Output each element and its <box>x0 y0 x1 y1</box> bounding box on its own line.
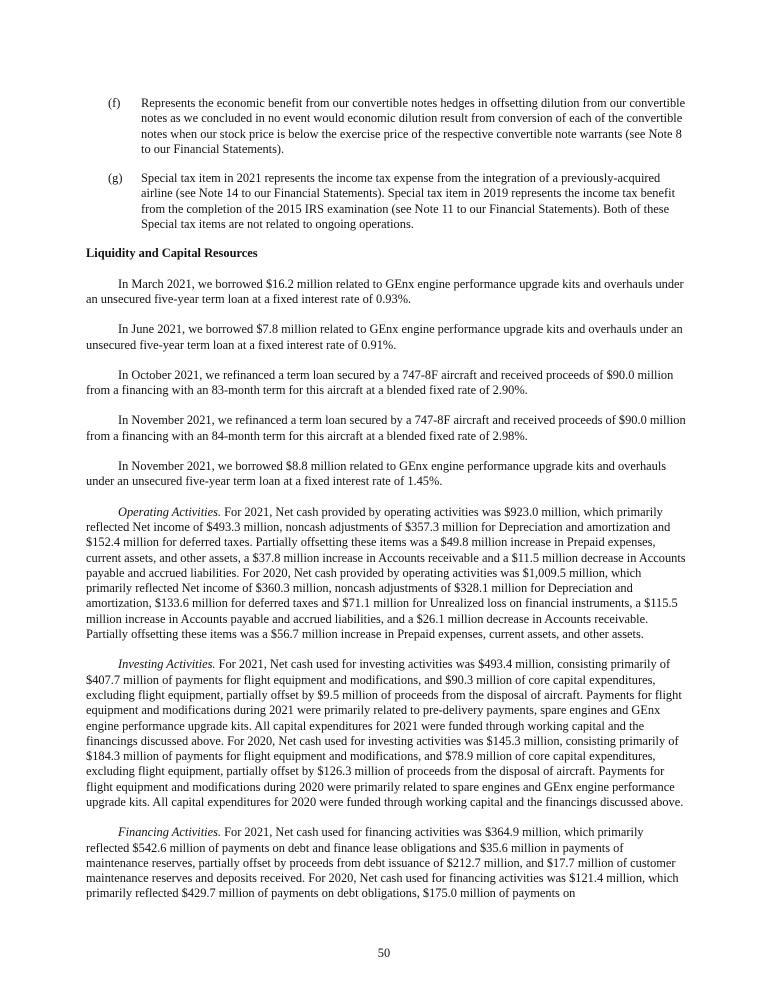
financing-activities-lead: Financing Activities. <box>118 825 222 840</box>
paragraph-november-refinance: In November 2021, we refinanced a term loan secured by a 747-8F aircraft and received proceeds of $90.0 million from a financing with an 84-month term for this aircraft at a blended fixed rate of 2.98%. <box>86 413 686 443</box>
paragraph-june-borrowing: In June 2021, we borrowed $7.8 million related to GEnx engine performance upgrade kits and overhauls under an unsecured five-year term loan at a fixed interest rate of 0.91%. <box>86 322 683 352</box>
financing-activities-text: For 2021, Net cash used for financing activities was $364.9 million, which primarily reflected $542.6 million of payments on debt and finance lease obligations and $35.6 million in payments of maintenance reserves, partially offset by proceeds from debt issuance of $212.7 million, and $17.7 million of customer maintenance reserves and deposits received. For 2020, Net cash used for financing activities was $121.4 million, which primarily reflected $429.7 million of payments on debt obligations, $175.0 million of payments on <box>86 825 679 901</box>
page-number: 50 <box>377 946 391 960</box>
paragraph-october-refinance: In October 2021, we refinanced a term loan secured by a 747-8F aircraft and received proceeds of $90.0 million from a financing with an 83-month term for this aircraft at a blended fixed rate of 2.90%. <box>86 367 674 398</box>
footnote-g <box>86 171 686 232</box>
paragraph-financing-activities <box>86 825 686 901</box>
paragraph-november-borrowing: In November 2021, we borrowed $8.8 million related to GEnx engine performance upgrade kits and overhauls under an unsecured five-year term loan at a fixed interest rate of 1.45%. <box>86 459 667 489</box>
operating-activities-text: For 2021, Net cash provided by operating activities was $923.0 million, which primarily reflected Net income of $493.3 million, noncash adjustments of $357.3 million for Depreciation and amortization and $152.4 million for deferred taxes. Partially offsetting these items was a $49.8 million increase in Prepaid expenses, current assets, and other assets, a $37.8 million increase in Accounts receivable and a $11.5 million decrease in Accounts payable and accrued liabilities. For 2020, Net cash provided by operating activities was $1,009.5 million, which primarily reflected Net income of $360.3 million, noncash adjustments of $328.1 million for Depreciation and amortization, $133.6 million for deferred taxes and $71.1 million for Unrealized loss on financial instruments, a $115.5 million increase in Accounts payable and accrued liabilities, and a $26.1 million decrease in Accounts receivable. Partially offsetting these items was a $56.7 million increase in Prepaid expenses, current assets, and other assets. <box>86 504 686 642</box>
investing-activities-text: For 2021, Net cash used for investing activities was $493.4 million, consisting primarily of $407.7 million of payments for flight equipment and modifications, and $90.3 million of core capital expenditures, excluding flight equipment, partially offset by $9.5 million of proceeds from the disposal of aircraft. Payments for flight equipment and modifications during 2021 were primarily related to pre-delivery payments, spare engines and GEnx engine performance upgrade kits. All capital expenditures for 2021 were funded through working capital and the financings discussed above. For 2020, Net cash used for investing activities was $145.3 million, consisting primarily of $184.3 million of payments for flight equipment and modifications, and $78.9 million of core capital expenditures, excluding flight equipment, partially offset by $126.3 million of proceeds from the disposal of aircraft. Payments for flight equipment and modifications during 2020 were primarily related to spare engines and GEnx engine performance upgrade kits. All capital expenditures for 2020 were funded through working capital and the financings discussed above. <box>86 657 684 809</box>
footnote-marker: (g) <box>108 171 123 186</box>
footnote-f <box>86 96 686 157</box>
footnote-text: Special tax item in 2021 represents the income tax expense from the integration of a previously-acquired airline (see Note 14 to our Financial Statements). Special tax item in 2019 represents the income tax benefit from the completion of the 2015 IRS examination (see Note 11 to our Financial Statements). Both of these Special tax items are not related to ongoing operations. <box>141 171 676 232</box>
footnote-text: Represents the economic benefit from our convertible notes hedges in offsetting dilution from our convertible notes as we concluded in no event would economic dilution result from conversion of each of the convertible notes when our stock price is below the exercise price of the respective convertible note warrants (see Note 8 to our Financial Statements). <box>141 96 686 156</box>
section-heading: Liquidity and Capital Resources <box>86 246 258 261</box>
footnote-marker: (f) <box>108 96 121 110</box>
investing-activities-lead: Investing Activities. <box>118 657 216 672</box>
paragraph-investing-activities <box>86 657 686 810</box>
paragraph-operating-activities <box>86 505 686 643</box>
document-page <box>86 96 686 917</box>
operating-activities-lead: Operating Activities. <box>118 504 222 519</box>
paragraph-march-borrowing: In March 2021, we borrowed $16.2 million related to GEnx engine performance upgrade kits and overhauls under an unsecured five-year term loan at a fixed interest rate of 0.93%. <box>86 276 684 306</box>
